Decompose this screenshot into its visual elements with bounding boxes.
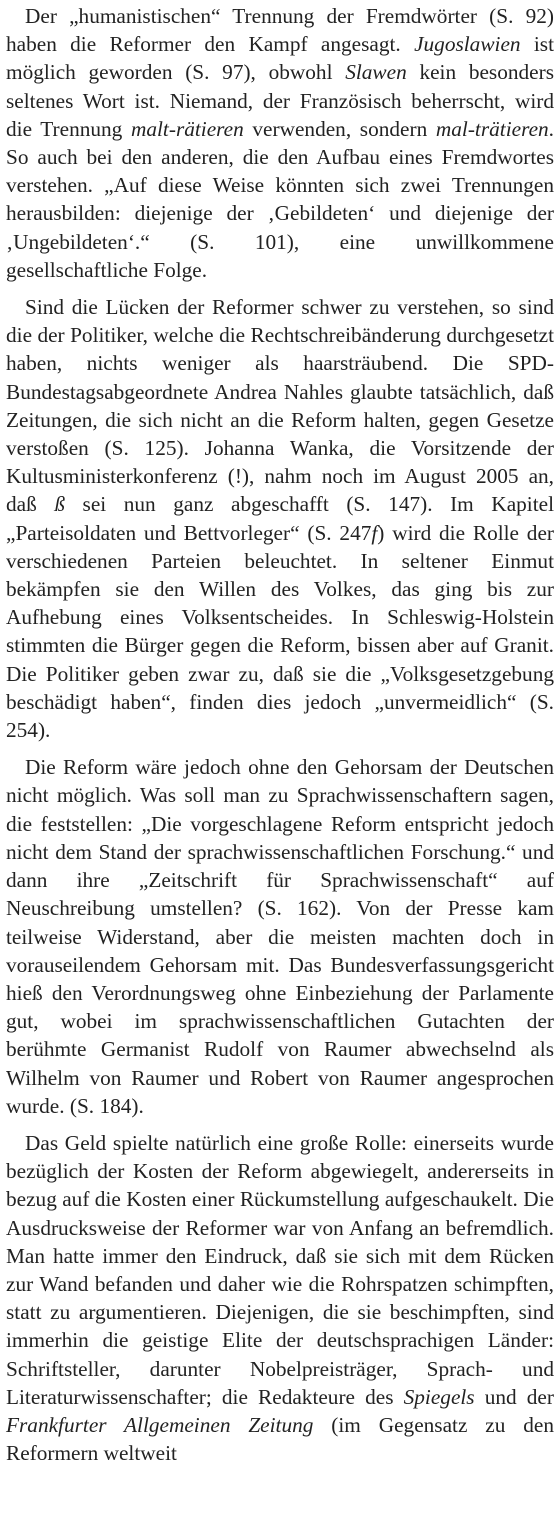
italic-term: malt-rätieren — [130, 116, 244, 141]
text-run: ) wird die Rolle der verschiedenen Parteien beleuchtet. In seltener Einmut bekämpfen sie den Willen des Volkes, das ging bis zur Aufhebung eines Volksentscheides. In Schleswig-Holstein stimmten die Bürger gegen die Reform, bissen aber auf Granit. Die Politiker geben zwar zu, daß sie die „Volksgesetzgebung beschädigt haben“, finden dies jedoch „unvermeidlich“ (S. 254). — [6, 520, 554, 743]
text-run: Sind die Lücken der Reformer schwer zu verstehen, so sind die der Politiker, welche die Rechtschreibänderung durchgesetzt haben, nichts weniger als haarsträubend. Die SPD-Bundestagsabgeordnete Andrea Nahles glaubte tatsächlich, daß Zeitungen, die sich nicht an die Reform halten, gegen Gesetze verstoßen (S. 125). Johanna Wanka, die Vorsitzende der Kultusministerkonferenz (!), nahm noch im August 2005 an, daß — [6, 295, 554, 517]
paragraph — [6, 1129, 554, 1467]
text-run: ist möglich geworden (S. 97), obwohl — [6, 32, 554, 85]
paragraph — [6, 753, 554, 1120]
text-run: sei nun ganz abgeschafft (S. 147). Im Kapitel „Parteisoldaten und Bettvorleger“ (S. 247 — [6, 492, 554, 545]
paragraph — [6, 2, 554, 284]
paragraph — [6, 293, 554, 744]
text-run: verwenden, sondern — [243, 116, 436, 141]
text-run: kein besonders seltenes Wort ist. Niemand, der Französisch beherrscht, wird die Trennung — [6, 60, 554, 141]
italic-term: Slawen — [345, 60, 407, 85]
text-run: Das Geld spielte natürlich eine große Rolle: einerseits wurde bezüglich der Kosten der Reform abgewiegelt, andererseits in bezug auf die Kosten einer Rückumstellung aufgeschaukelt. Die Ausdrucksweise der Reformer war von Anfang an befremdlich. Man hatte immer den Eindruck, daß sie sich mit dem Rücken zur Wand befanden und daher wie die Rohrspatzen schimpften, statt zu argumentieren. Diejenigen, die sie beschimpften, sind immerhin die geistige Elite der deutschsprachigen Länder: Schriftsteller, darunter Nobelpreisträger, Sprach- und Literaturwissenschafter; die Redakteure des — [6, 1130, 554, 1409]
text-run: und der — [474, 1384, 554, 1409]
italic-term: Frankfurter Allgemeinen Zeitung — [6, 1412, 314, 1437]
italic-term: ß — [54, 492, 65, 517]
text-run: . So auch bei den anderen, die den Aufbau eines Fremdwortes verstehen. „Auf diese Weise könnten sich zwei Trennungen herausbilden: diejenige der ‚Gebildeten‘ und diejenige der ‚Ungebildeten‘.“ (S. 101), eine unwillkommene gesellschaftliche Folge. — [6, 116, 554, 282]
italic-term: Spiegels — [403, 1384, 475, 1409]
italic-term: Jugoslawien — [414, 32, 521, 57]
italic-term: mal-trätieren — [435, 116, 549, 141]
text-run: Die Reform wäre jedoch ohne den Gehorsam der Deutschen nicht möglich. Was soll man zu Sprachwissenschaftern sagen, die feststellen: „Die vorgeschlagene Reform entspricht jedoch nicht dem Stand der sprachwissenschaftlichen Forschung.“ und dann ihre „Zeitschrift für Sprachwissenschaft“ auf Neuschreibung umstellen? (S. 162). Von der Presse kam teilweise Widerstand, aber die meisten machten doch in vorauseilendem Gehorsam mit. Das Bundesverfassungsgericht hieß den Verordnungsweg ohne Einbeziehung der Parlamente gut, wobei im sprachwissenschaftlichen Gutachten der berühmte Germanist Rudolf von Raumer abwechselnd als Wilhelm von Raumer und Robert von Raumer angesprochen wurde. (S. 184). — [6, 755, 554, 1118]
text-run: Der „humanistischen“ Trennung der Fremdwörter (S. 92) haben die Reformer den Kampf angesagt. — [6, 4, 554, 57]
text-run: (im Gegensatz zu den Reformern weltweit — [6, 1412, 554, 1466]
italic-term: f — [371, 520, 378, 545]
